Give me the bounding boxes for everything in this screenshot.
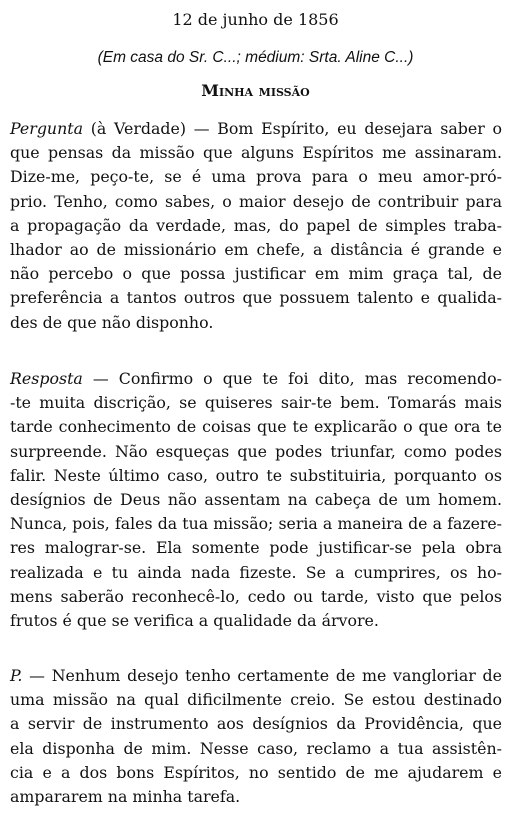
text-line: tarde conhecimento de coisas que te explicarão o que ora te bbox=[10, 417, 502, 437]
text-line: que pensas da missão que alguns Espíritos me assinaram. bbox=[10, 143, 502, 163]
text-line: res malograr-se. Ela somente pode justificar-se pela obra bbox=[10, 538, 502, 558]
section-title: Minha missão bbox=[201, 81, 310, 100]
text-line: Pergunta (à Verdade) — Bom Espírito, eu desejara saber o bbox=[10, 119, 502, 138]
text-line: falir. Neste último caso, outro te substituiria, porquanto os bbox=[10, 465, 502, 485]
text-line: -te muita discrição, se quiseres sair-te bem. Tomarás mais bbox=[10, 393, 502, 413]
text-line: a propagação da verdade, mas, do papel de simples traba- bbox=[10, 215, 502, 235]
speaker-label: P. bbox=[10, 666, 23, 685]
text-line: preferência a tantos outros que possuem talento e qualida- bbox=[10, 288, 502, 308]
text-line: ampararem na minha tarefa. bbox=[10, 787, 241, 807]
question-paragraph bbox=[10, 117, 502, 335]
session-location: (Em casa do Sr. C...; médium: Srta. Aline C...) bbox=[97, 49, 414, 66]
text-line: frutos é que se verifica a qualidade da árvore. bbox=[10, 611, 379, 631]
speaker-label: Pergunta bbox=[10, 119, 84, 138]
answer-paragraph bbox=[10, 367, 502, 633]
text-line: Resposta — Confirmo o que te foi dito, mas recomendo- bbox=[10, 369, 502, 388]
text-line: não percebo o que possa justificar em mim graça tal, de bbox=[10, 264, 502, 284]
text-line: P. — Nenhum desejo tenho certamente de me vangloriar de bbox=[10, 666, 502, 685]
text-line: uma missão na qual dificilmente creio. Se estou destinado bbox=[10, 690, 502, 710]
text-line: a servir de instrumento aos desígnios da Providência, que bbox=[10, 714, 502, 734]
text-line: des de que não disponho. bbox=[10, 312, 214, 332]
text-line: surpreende. Não esqueças que podes triunfar, como podes bbox=[10, 441, 502, 461]
text-line: lhador ao de missionário em chefe, a distância é grande e bbox=[10, 240, 502, 260]
text-line: prio. Tenho, como sabes, o maior desejo de contribuir para bbox=[10, 191, 502, 211]
text-line: Dize-me, peço-te, se é uma prova para o meu amor-pró- bbox=[10, 167, 502, 187]
text-line: cia e a dos bons Espíritos, no sentido de me ajudarem e bbox=[10, 762, 502, 782]
text-line: desígnios de Deus não assentam na cabeça de um homem. bbox=[10, 490, 502, 510]
text-line: ela disponha de mim. Nesse caso, reclamo a tua assistên- bbox=[10, 738, 502, 758]
text-line: realizada e tu ainda nada fizeste. Se a cumprires, os ho- bbox=[10, 562, 502, 582]
date-heading: 12 de junho de 1856 bbox=[172, 10, 339, 29]
text-line: Nunca, pois, fales da tua missão; seria a maneira de a fazere- bbox=[10, 514, 502, 534]
text-line: mens saberão reconhecê-lo, cedo ou tarde, visto que pelos bbox=[10, 586, 502, 606]
speaker-label: Resposta bbox=[10, 369, 83, 388]
question-paragraph bbox=[10, 664, 502, 809]
